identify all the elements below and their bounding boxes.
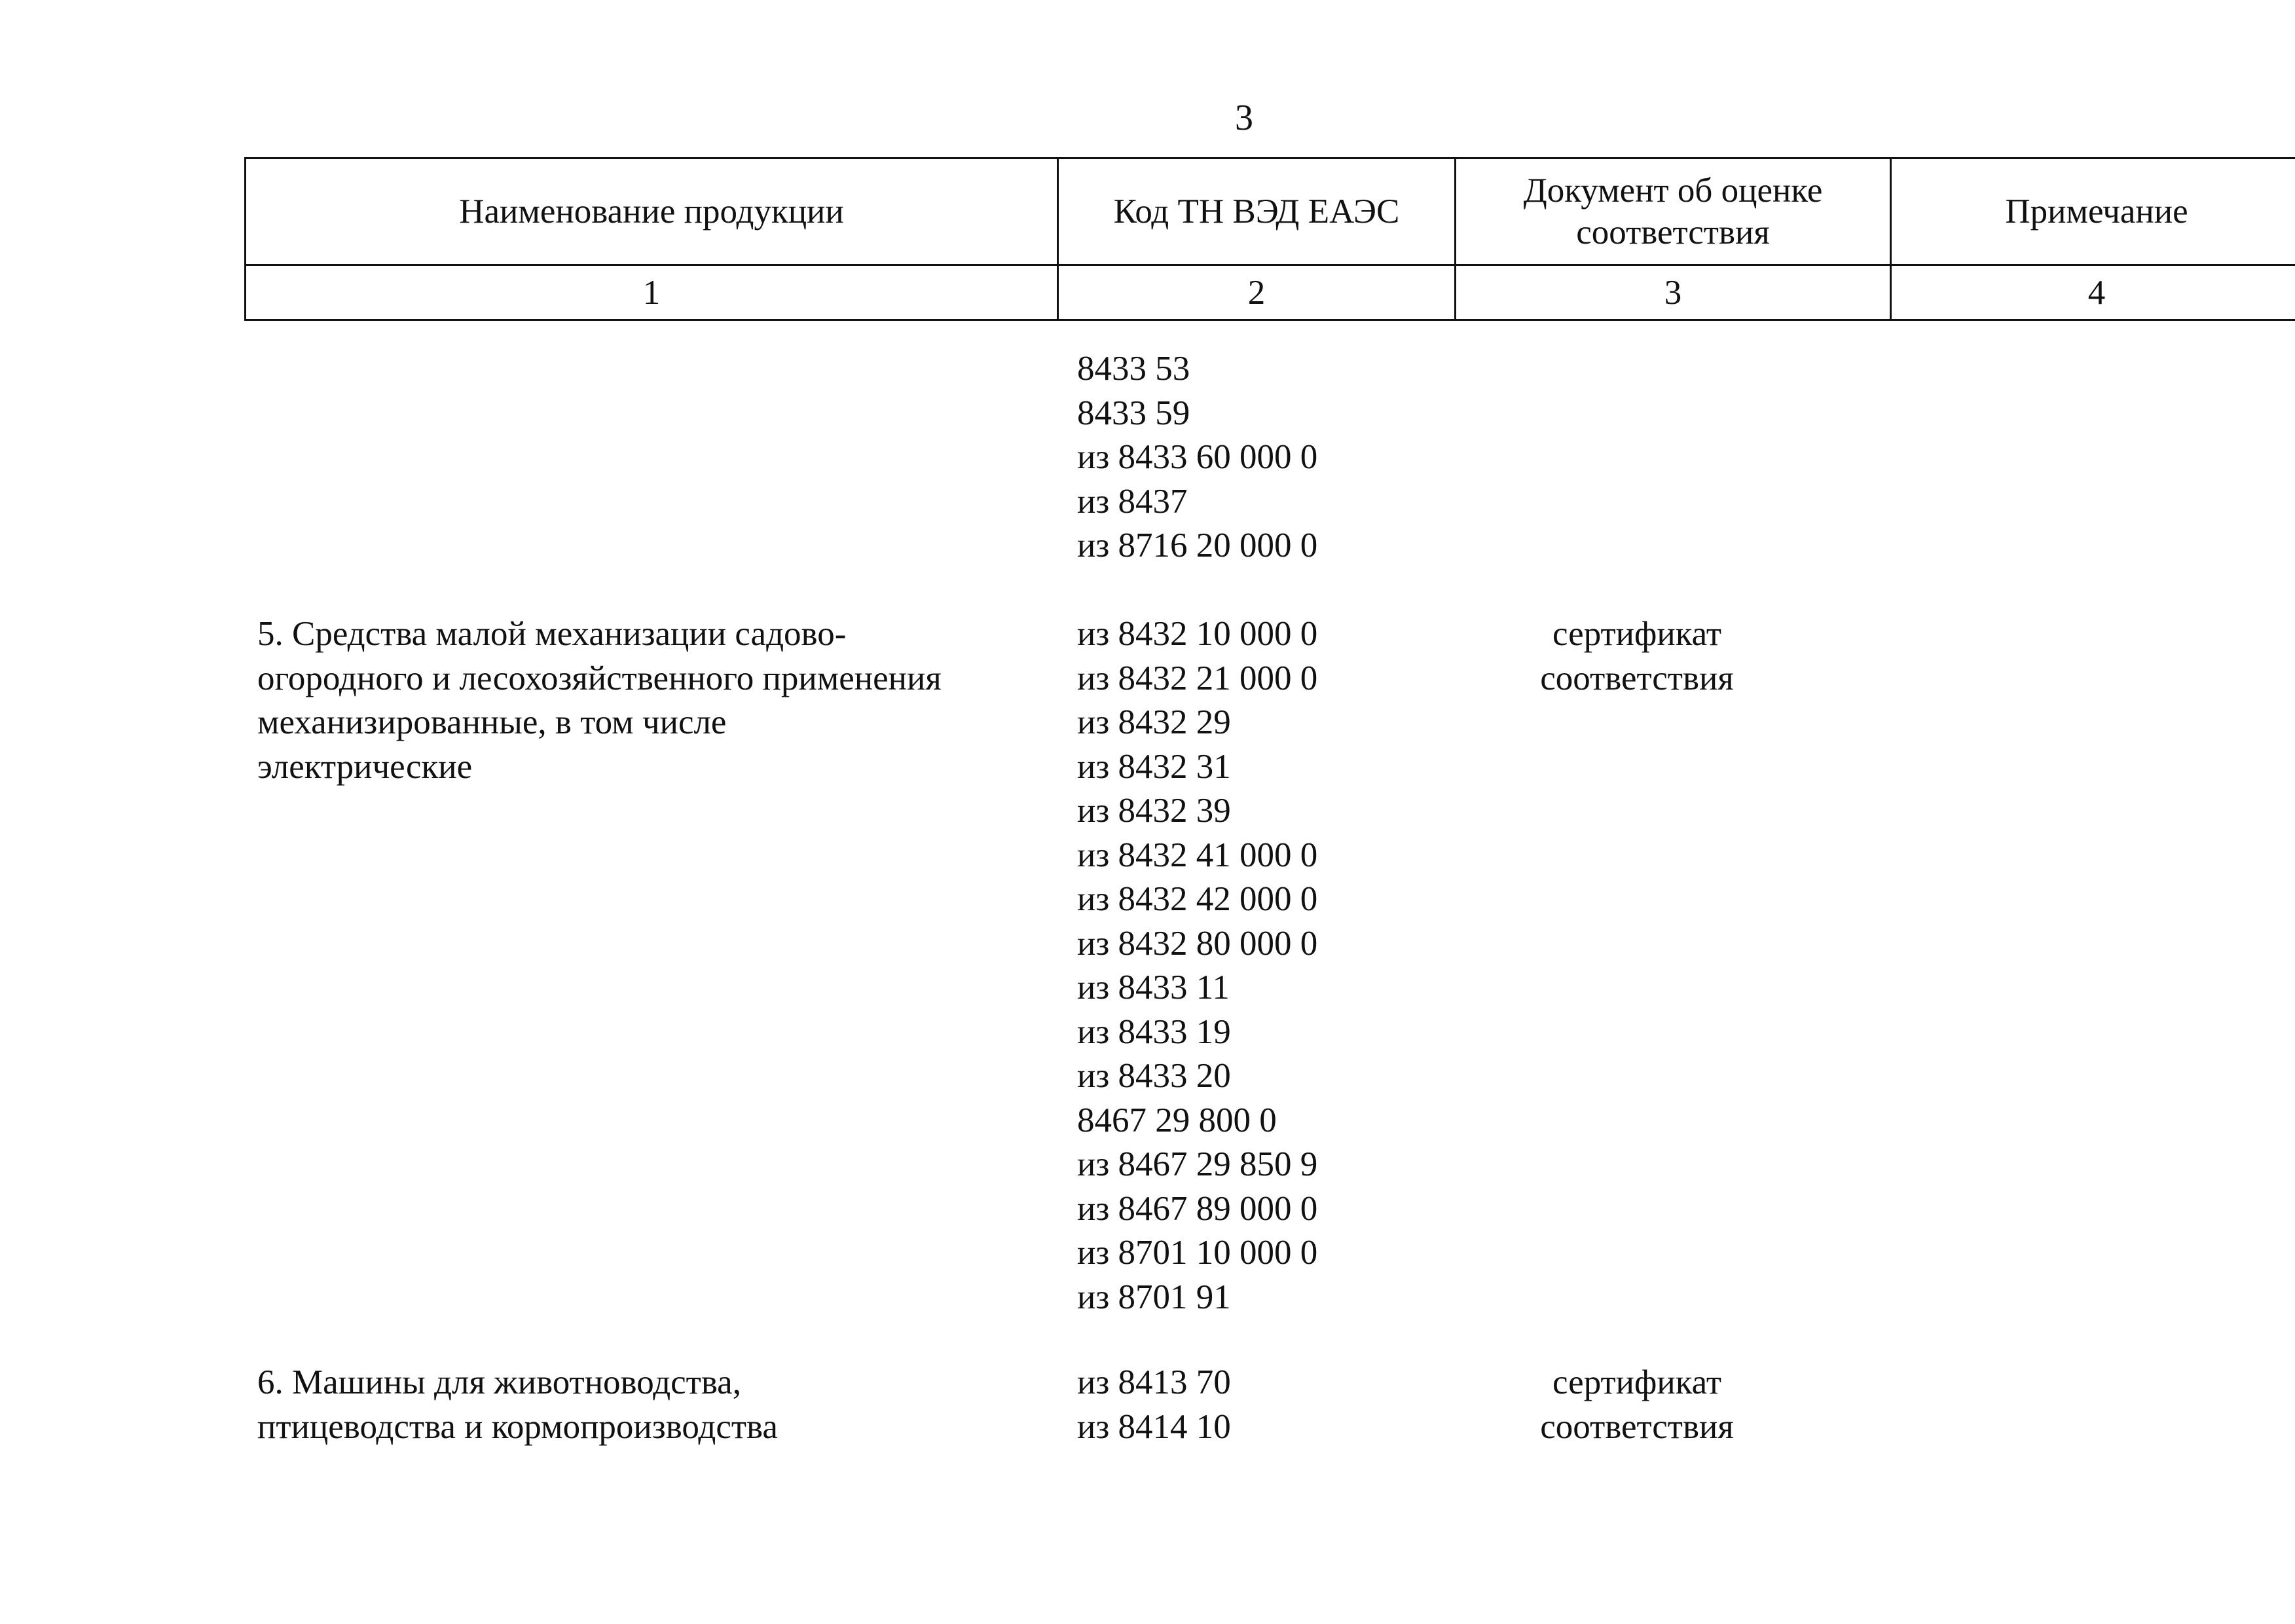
code-line: из 8432 42 000 0 [1077,880,1318,918]
item-6-name [257,1361,1043,1449]
code-line: из 8432 31 [1077,747,1231,786]
code-line: из 8437 [1077,482,1188,521]
item-5-document [1441,612,1833,701]
column-header-document [1456,158,1891,265]
item-name-line: 6. Машины для животноводства, [257,1363,741,1401]
code-line: из 8701 10 000 0 [1077,1234,1318,1272]
item-5-name [257,612,1043,789]
item-name-line: механизированные, в том числе [257,703,727,741]
item-name-line: огородного и лесохозяйственного применения [257,659,942,697]
item-5-codes [1077,612,1317,1320]
item-name-line: 5. Средства малой механизации садово- [257,615,847,653]
code-line: из 8432 80 000 0 [1077,924,1318,963]
code-line: из 8433 20 [1077,1057,1231,1095]
code-line: из 8432 10 000 0 [1077,615,1318,653]
column-header-code: Код ТН ВЭД ЕАЭС [1058,158,1456,265]
item-name-line: птицеводства и кормопроизводства [257,1407,778,1446]
code-line: из 8432 39 [1077,792,1231,830]
code-line: 8433 53 [1077,350,1190,388]
document-line: сертификат [1552,1363,1721,1401]
code-line: из 8413 70 [1077,1363,1231,1401]
code-line: из 8433 11 [1077,969,1230,1006]
table-header-row [246,158,2295,265]
code-line: из 8432 29 [1077,703,1231,741]
column-number-row [246,265,2295,320]
code-line: 8467 29 800 0 [1077,1101,1277,1139]
code-line: из 8414 10 [1077,1407,1231,1446]
column-header-document-line: соответствия [1576,213,1770,251]
code-line: из 8433 19 [1077,1012,1231,1051]
column-header-document-line: Документ об оценке [1523,172,1823,210]
item-6-codes [1077,1361,1231,1449]
document-line: соответствия [1540,659,1734,697]
continuation-codes [1077,347,1317,568]
document-line: сертификат [1552,615,1721,653]
document-line: соответствия [1540,1407,1734,1446]
page-number: 3 [1235,98,1253,138]
code-line: 8433 59 [1077,394,1190,432]
code-line: из 8467 29 850 9 [1077,1145,1318,1183]
table-header [244,157,2295,321]
column-header-product-name: Наименование продукции [246,158,1058,265]
code-line: из 8701 91 [1077,1278,1231,1316]
column-number-3: 3 [1456,265,1891,320]
code-line: из 8716 20 000 0 [1077,526,1318,564]
item-6-document [1441,1361,1833,1449]
code-line: из 8432 21 000 0 [1077,659,1318,697]
column-header-note: Примечание [1891,158,2295,265]
code-line: из 8433 60 000 0 [1077,438,1318,476]
code-line: из 8432 41 000 0 [1077,836,1318,874]
item-name-line: электрические [257,747,473,786]
column-number-1: 1 [246,265,1058,320]
code-line: из 8467 89 000 0 [1077,1189,1318,1228]
column-number-4: 4 [1891,265,2295,320]
column-number-2: 2 [1058,265,1456,320]
